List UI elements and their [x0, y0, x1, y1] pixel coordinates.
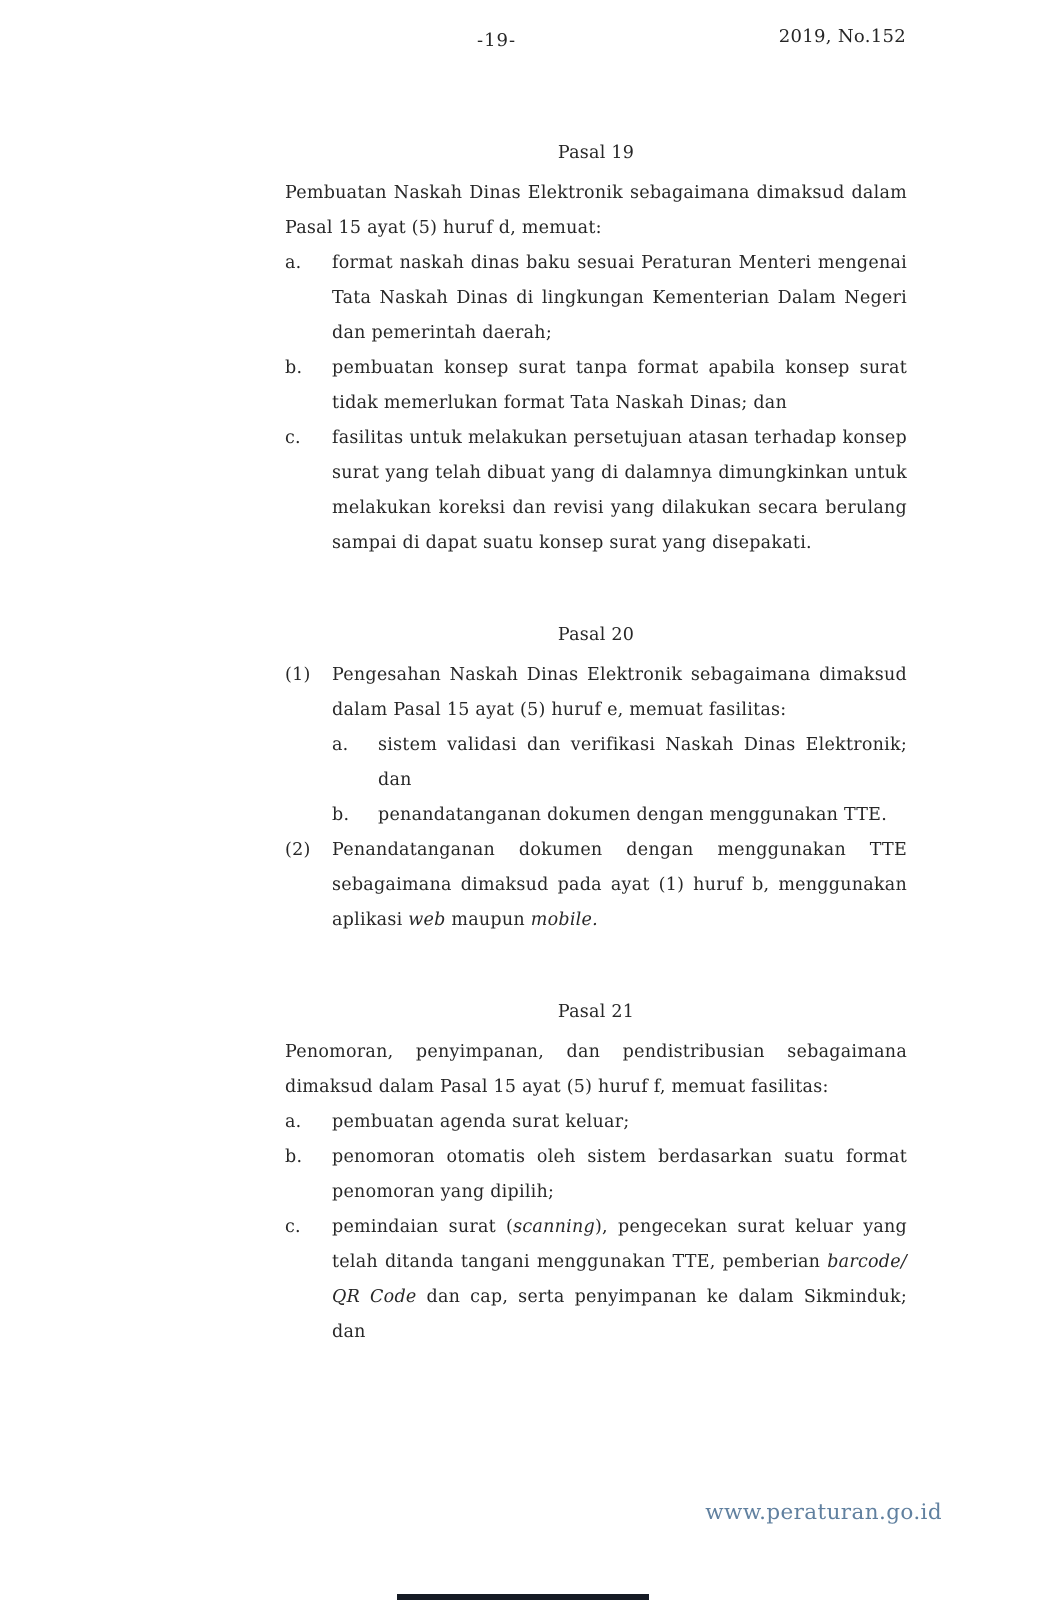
- numbered-item: [285, 833, 907, 938]
- list-item-text: pemindaian surat (scanning), pengecekan surat keluar yang telah ditanda tangani menggunakan TTE, pemberian barcode/ QR Code dan cap, serta penyimpanan ke dalam Sikminduk; dan: [332, 1217, 907, 1342]
- section-title: Pasal 20: [557, 625, 635, 645]
- sublist-item: [332, 728, 907, 798]
- section-intro: Pembuatan Naskah Dinas Elektronik sebagaimana dimaksud dalam Pasal 15 ayat (5) huruf d, memuat:: [285, 183, 907, 238]
- list-item-text: fasilitas untuk melakukan persetujuan atasan terhadap konsep surat yang telah dibuat yang di dalamnya dimungkinkan untuk melakukan koreksi dan revisi yang dilakukan secara berulang sampai di dapat suatu konsep surat yang disepakati.: [332, 428, 907, 553]
- list-marker: c.: [285, 428, 301, 448]
- list-marker: a.: [285, 1112, 302, 1132]
- list-marker: c.: [285, 1217, 301, 1237]
- section-intro: Penomoran, penyimpanan, dan pendistribusian sebagaimana dimaksud dalam Pasal 15 ayat (5) huruf f, memuat fasilitas:: [285, 1042, 907, 1097]
- sublist-marker: a.: [332, 735, 349, 755]
- list-item-text: pembuatan konsep surat tanpa format apabila konsep surat tidak memerlukan format Tata Naskah Dinas; dan: [332, 358, 907, 413]
- list-item: [285, 1210, 907, 1350]
- sublist-item-text: penandatanganan dokumen dengan menggunakan TTE.: [378, 805, 888, 825]
- list-marker: b.: [285, 1147, 303, 1167]
- numbered-item-marker: (1): [285, 665, 311, 685]
- list-item-text: pembuatan agenda surat keluar;: [332, 1112, 630, 1132]
- numbered-item-marker: (2): [285, 840, 311, 860]
- page-bottom-mark: [397, 1594, 649, 1600]
- list-marker: b.: [285, 358, 303, 378]
- numbered-item-text: Pengesahan Naskah Dinas Elektronik sebagaimana dimaksud dalam Pasal 15 ayat (5) huruf e, memuat fasilitas:: [332, 665, 907, 720]
- list-item-text: penomoran otomatis oleh sistem berdasarkan suatu format penomoran yang dipilih;: [332, 1147, 907, 1202]
- footer-link[interactable]: www.peraturan.go.id: [705, 1500, 942, 1525]
- sublist-item-text: sistem validasi dan verifikasi Naskah Dinas Elektronik; dan: [378, 735, 907, 790]
- section-pasal-20: [285, 618, 907, 938]
- gazette-number: 2019, No.152: [778, 26, 906, 47]
- list-item: [285, 351, 907, 421]
- numbered-item: [285, 658, 907, 833]
- numbered-item-text: Penandatanganan dokumen dengan menggunakan TTE sebagaimana dimaksud pada ayat (1) huruf b, menggunakan aplikasi web maupun mobile.: [332, 840, 907, 930]
- list-item: [285, 421, 907, 561]
- list-item-text: format naskah dinas baku sesuai Peraturan Menteri mengenai Tata Naskah Dinas di lingkungan Kementerian Dalam Negeri dan pemerintah daerah;: [332, 253, 907, 343]
- list-item: [285, 246, 907, 351]
- sublist-item: [332, 798, 907, 833]
- list-item: [285, 1105, 907, 1140]
- section-pasal-21: [285, 995, 907, 1350]
- section-title: Pasal 19: [557, 143, 635, 163]
- section-pasal-19: [285, 136, 907, 561]
- page-number: -19-: [477, 30, 517, 51]
- numbered-item-content: [332, 658, 907, 833]
- sublist-marker: b.: [332, 805, 350, 825]
- list-item: [285, 1140, 907, 1210]
- list-marker: a.: [285, 253, 302, 273]
- document-body: [285, 136, 907, 1350]
- section-title: Pasal 21: [557, 1002, 635, 1022]
